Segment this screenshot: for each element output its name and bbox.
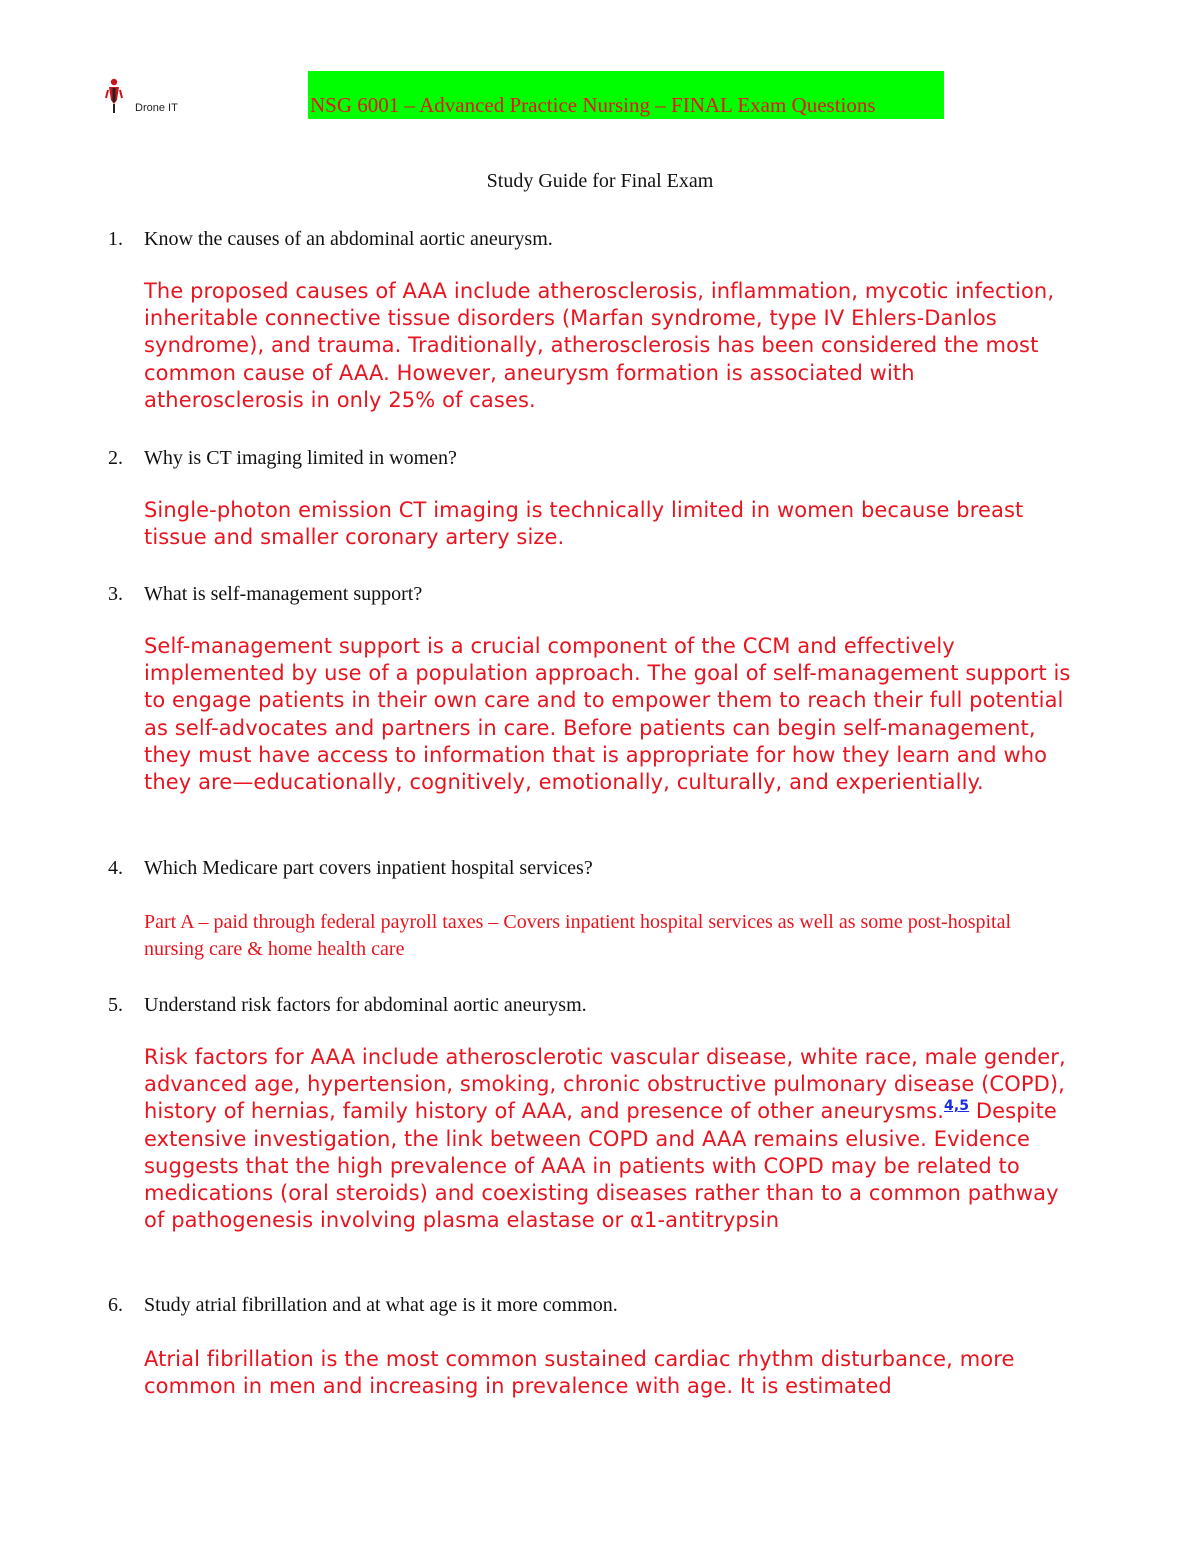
question-2 bbox=[108, 447, 457, 470]
answer-5 bbox=[144, 1044, 1074, 1234]
question-6 bbox=[108, 1294, 618, 1317]
question-3 bbox=[108, 583, 422, 606]
question-text: What is self-management support? bbox=[144, 583, 423, 605]
question-number: 2. bbox=[108, 447, 123, 469]
answer-6: Atrial fibrillation is the most common sustained cardiac rhythm disturbance, more common in men and increasing in prevalence with age. It is estimated bbox=[144, 1347, 1015, 1399]
answer-4: Part A – paid through federal payroll taxes – Covers inpatient hospital services as well as some post-hospital nursing care & home health care bbox=[144, 911, 1012, 960]
question-text: Know the causes of an abdominal aortic aneurysm. bbox=[144, 228, 553, 250]
question-5 bbox=[108, 994, 587, 1017]
logo-text: Drone IT bbox=[135, 102, 178, 114]
question-text: Understand risk factors for abdominal aortic aneurysm. bbox=[144, 994, 587, 1016]
answer-text-part: Risk factors for AAA include atherosclerotic vascular disease, white race, male gender, advanced age, hypertension, smoking, chronic obstructive pulmonary disease (COPD), history of hernias, family history of AAA, and presence of other aneurysms. bbox=[144, 1045, 1066, 1124]
question-number: 3. bbox=[108, 583, 123, 605]
answer-2: Single-photon emission CT imaging is technically limited in women because breast tissue and smaller coronary artery size. bbox=[144, 498, 1024, 550]
question-1 bbox=[108, 228, 553, 251]
document-heading: Study Guide for Final Exam bbox=[486, 170, 714, 192]
question-4 bbox=[108, 857, 593, 880]
question-number: 6. bbox=[108, 1294, 123, 1316]
reference-link[interactable]: 4,5 bbox=[943, 1098, 970, 1115]
answer-text-part: Despite extensive investigation, the link between COPD and AAA remains elusive. Evidence suggests that the high prevalence of AAA in patients with COPD may be related to medications (oral steroids) and coexisting diseases rather than to a common pathway of pathogenesis involving plasma elastase or α1-antitrypsin bbox=[144, 1099, 1059, 1233]
answer-1: The proposed causes of AAA include atherosclerosis, inflammation, mycotic infection, inheritable connective tissue disorders (Marfan syndrome, type IV Ehlers-Danlos syndrome), and trauma. Traditionally, atherosclerosis has been considered the most common cause of AAA. However, aneurysm formation is associated with atherosclerosis in only 25% of cases. bbox=[144, 279, 1055, 412]
drone-logo-icon bbox=[103, 78, 125, 116]
question-number: 4. bbox=[108, 857, 123, 879]
answer-3: Self-management support is a crucial component of the CCM and effectively implemented by use of a population approach. The goal of self-management support is to engage patients in their own care and to empower them to reach their full potential as self-advocates and partners in care. Before patients can begin self-management, they must have access to information that is appropriate for how they learn and who they are—educationally, cognitively, emotionally, culturally, and experientially. bbox=[144, 634, 1071, 795]
header-title: NSG 6001 – Advanced Practice Nursing – FINAL Exam Questions bbox=[310, 93, 876, 117]
question-text: Why is CT imaging limited in women? bbox=[144, 447, 457, 469]
question-text: Which Medicare part covers inpatient hospital services? bbox=[144, 857, 593, 879]
question-number: 1. bbox=[108, 228, 123, 250]
question-number: 5. bbox=[108, 994, 123, 1016]
question-text: Study atrial fibrillation and at what age is it more common. bbox=[144, 1294, 618, 1316]
